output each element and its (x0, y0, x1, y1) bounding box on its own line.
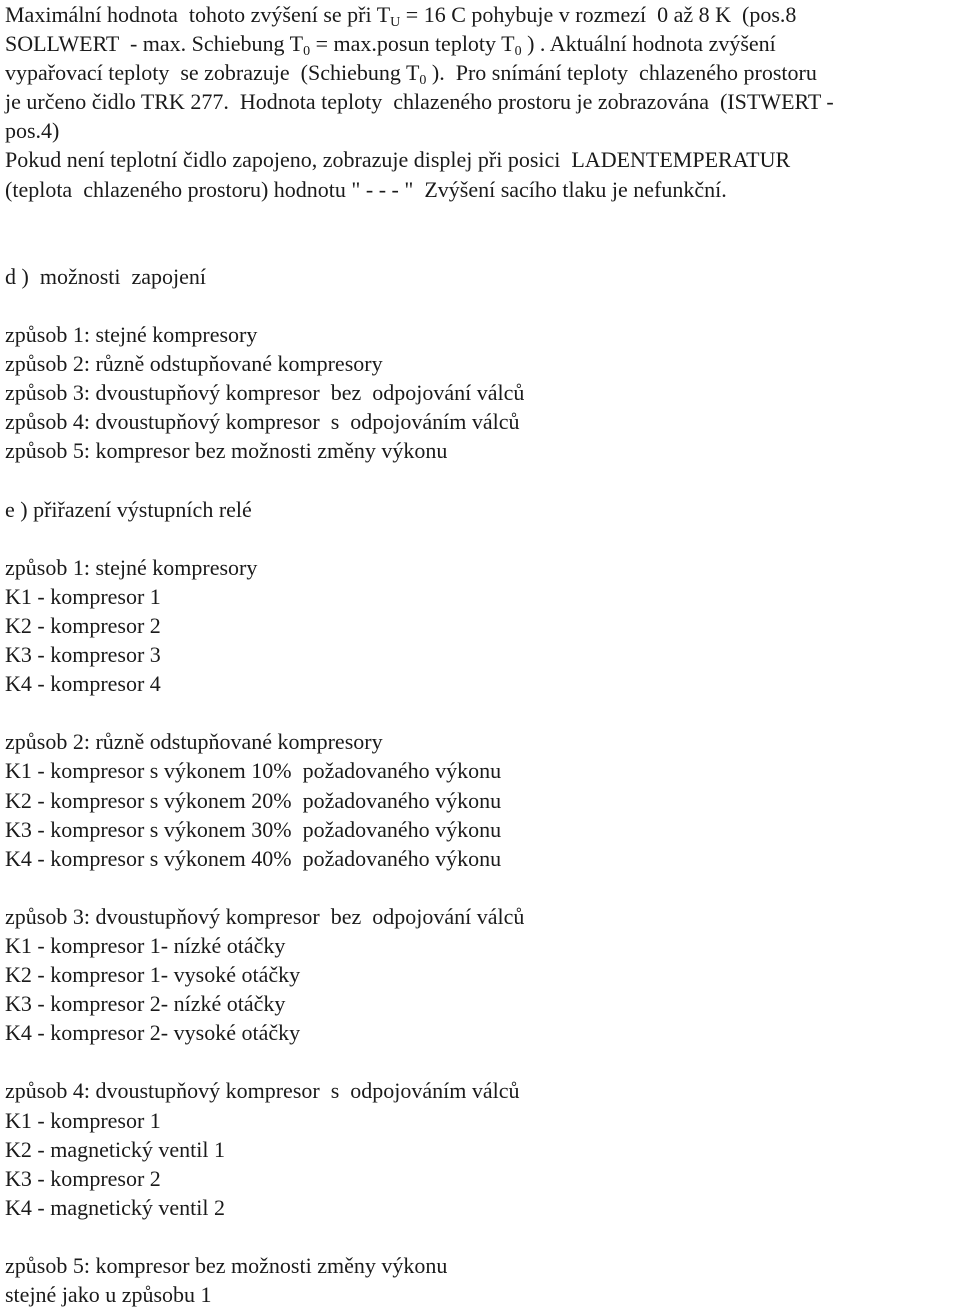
group-title: způsob 4: dvoustupňový kompresor s odpojováním válců (5, 1078, 520, 1104)
intro-line-6: Pokud není teplotní čidlo zapojeno, zobrazuje displej při posici LADENTEMPERATUR (5, 147, 791, 173)
relay-line: K3 - kompresor 3 (5, 642, 161, 668)
section-e (5, 495, 955, 1309)
relay-line: K2 - magnetický ventil 1 (5, 1136, 225, 1162)
relay-line: K1 - kompresor 1 (5, 583, 161, 609)
section-heading: e ) přiřazení výstupních relé (5, 496, 252, 522)
text-run: = 16 C pohybuje v rozmezí 0 až 8 K (pos.8 (400, 2, 797, 27)
text-run: = max.posun teploty T (310, 31, 515, 57)
text-run: Maximální hodnota tohoto zvýšení se při T (5, 2, 391, 27)
list-item: způsob 5: kompresor bez možnosti změny výkonu (5, 438, 448, 464)
relay-group (5, 902, 955, 1047)
relay-line: K3 - kompresor 2- nízké otáčky (5, 991, 286, 1017)
relay-group (5, 1251, 955, 1309)
spacer (5, 524, 955, 553)
relay-line: K1 - kompresor s výkonem 10% požadovaného výkonu (5, 758, 502, 784)
subscript: U (390, 15, 401, 30)
relay-line: stejné jako u způsobu 1 (5, 1282, 212, 1308)
relay-line: K4 - kompresor s výkonem 40% požadovaného výkonu (5, 845, 502, 871)
intro-line-2 (5, 29, 955, 58)
spacer (5, 204, 955, 262)
relay-group (5, 1076, 955, 1221)
relay-line: K2 - kompresor 1- vysoké otáčky (5, 962, 301, 988)
list-item: způsob 3: dvoustupňový kompresor bez odpojování válců (5, 380, 525, 406)
subscript: 0 (303, 44, 311, 60)
intro-line-3 (5, 58, 955, 87)
intro-line-7: (teplota chlazeného prostoru) hodnotu " - - - " Zvýšení sacího tlaku je nefunkční. (5, 176, 727, 202)
spacer (5, 1047, 955, 1076)
text-run: SOLLWERT - max. Schiebung T (5, 31, 304, 57)
spacer (5, 873, 955, 902)
relay-line: K3 - kompresor s výkonem 30% požadovaného výkonu (5, 816, 502, 842)
spacer (5, 1222, 955, 1251)
relay-line: K1 - kompresor 1 (5, 1107, 161, 1133)
section-d (5, 262, 955, 466)
intro-line-5: pos.4) (5, 118, 60, 144)
relay-line: K2 - kompresor s výkonem 20% požadovaného výkonu (5, 787, 502, 813)
relay-line: K1 - kompresor 1- nízké otáčky (5, 933, 286, 958)
intro-line-4: je určeno čidlo TRK 277. Hodnota teploty chlazeného prostoru je zobrazována (ISTWERT - (5, 89, 834, 115)
section-heading: d ) možnosti zapojení (5, 263, 207, 289)
group-title: způsob 2: různě odstupňované kompresory (5, 729, 383, 755)
relay-line: K4 - magnetický ventil 2 (5, 1194, 225, 1220)
text-run: ). Pro snímání teploty chlazeného prostoru (426, 60, 817, 86)
relay-line: K2 - kompresor 2 (5, 612, 161, 638)
subscript: 0 (419, 73, 427, 89)
group-title: způsob 1: stejné kompresory (5, 554, 258, 580)
spacer (5, 291, 955, 320)
relay-group (5, 727, 955, 872)
text-run: vypařovací teploty se zobrazuje (Schiebung T (5, 60, 420, 86)
relay-line: K4 - kompresor 2- vysoké otáčky (5, 1020, 301, 1046)
intro-paragraph (5, 0, 955, 204)
list-item: způsob 2: různě odstupňované kompresory (5, 351, 383, 377)
spacer (5, 466, 955, 495)
group-title: způsob 3: dvoustupňový kompresor bez odpojování válců (5, 903, 525, 929)
intro-line-1 (5, 0, 955, 29)
list-item: způsob 4: dvoustupňový kompresor s odpojováním válců (5, 409, 520, 435)
text-run: ) . Aktuální hodnota zvýšení (521, 31, 776, 57)
document-page (5, 0, 955, 1309)
relay-line: K3 - kompresor 2 (5, 1165, 161, 1191)
group-title: způsob 5: kompresor bez možnosti změny výkonu (5, 1253, 448, 1279)
relay-line: K4 - kompresor 4 (5, 671, 161, 697)
subscript: 0 (514, 44, 522, 60)
relay-group (5, 553, 955, 698)
list-item: způsob 1: stejné kompresory (5, 322, 258, 348)
spacer (5, 698, 955, 727)
